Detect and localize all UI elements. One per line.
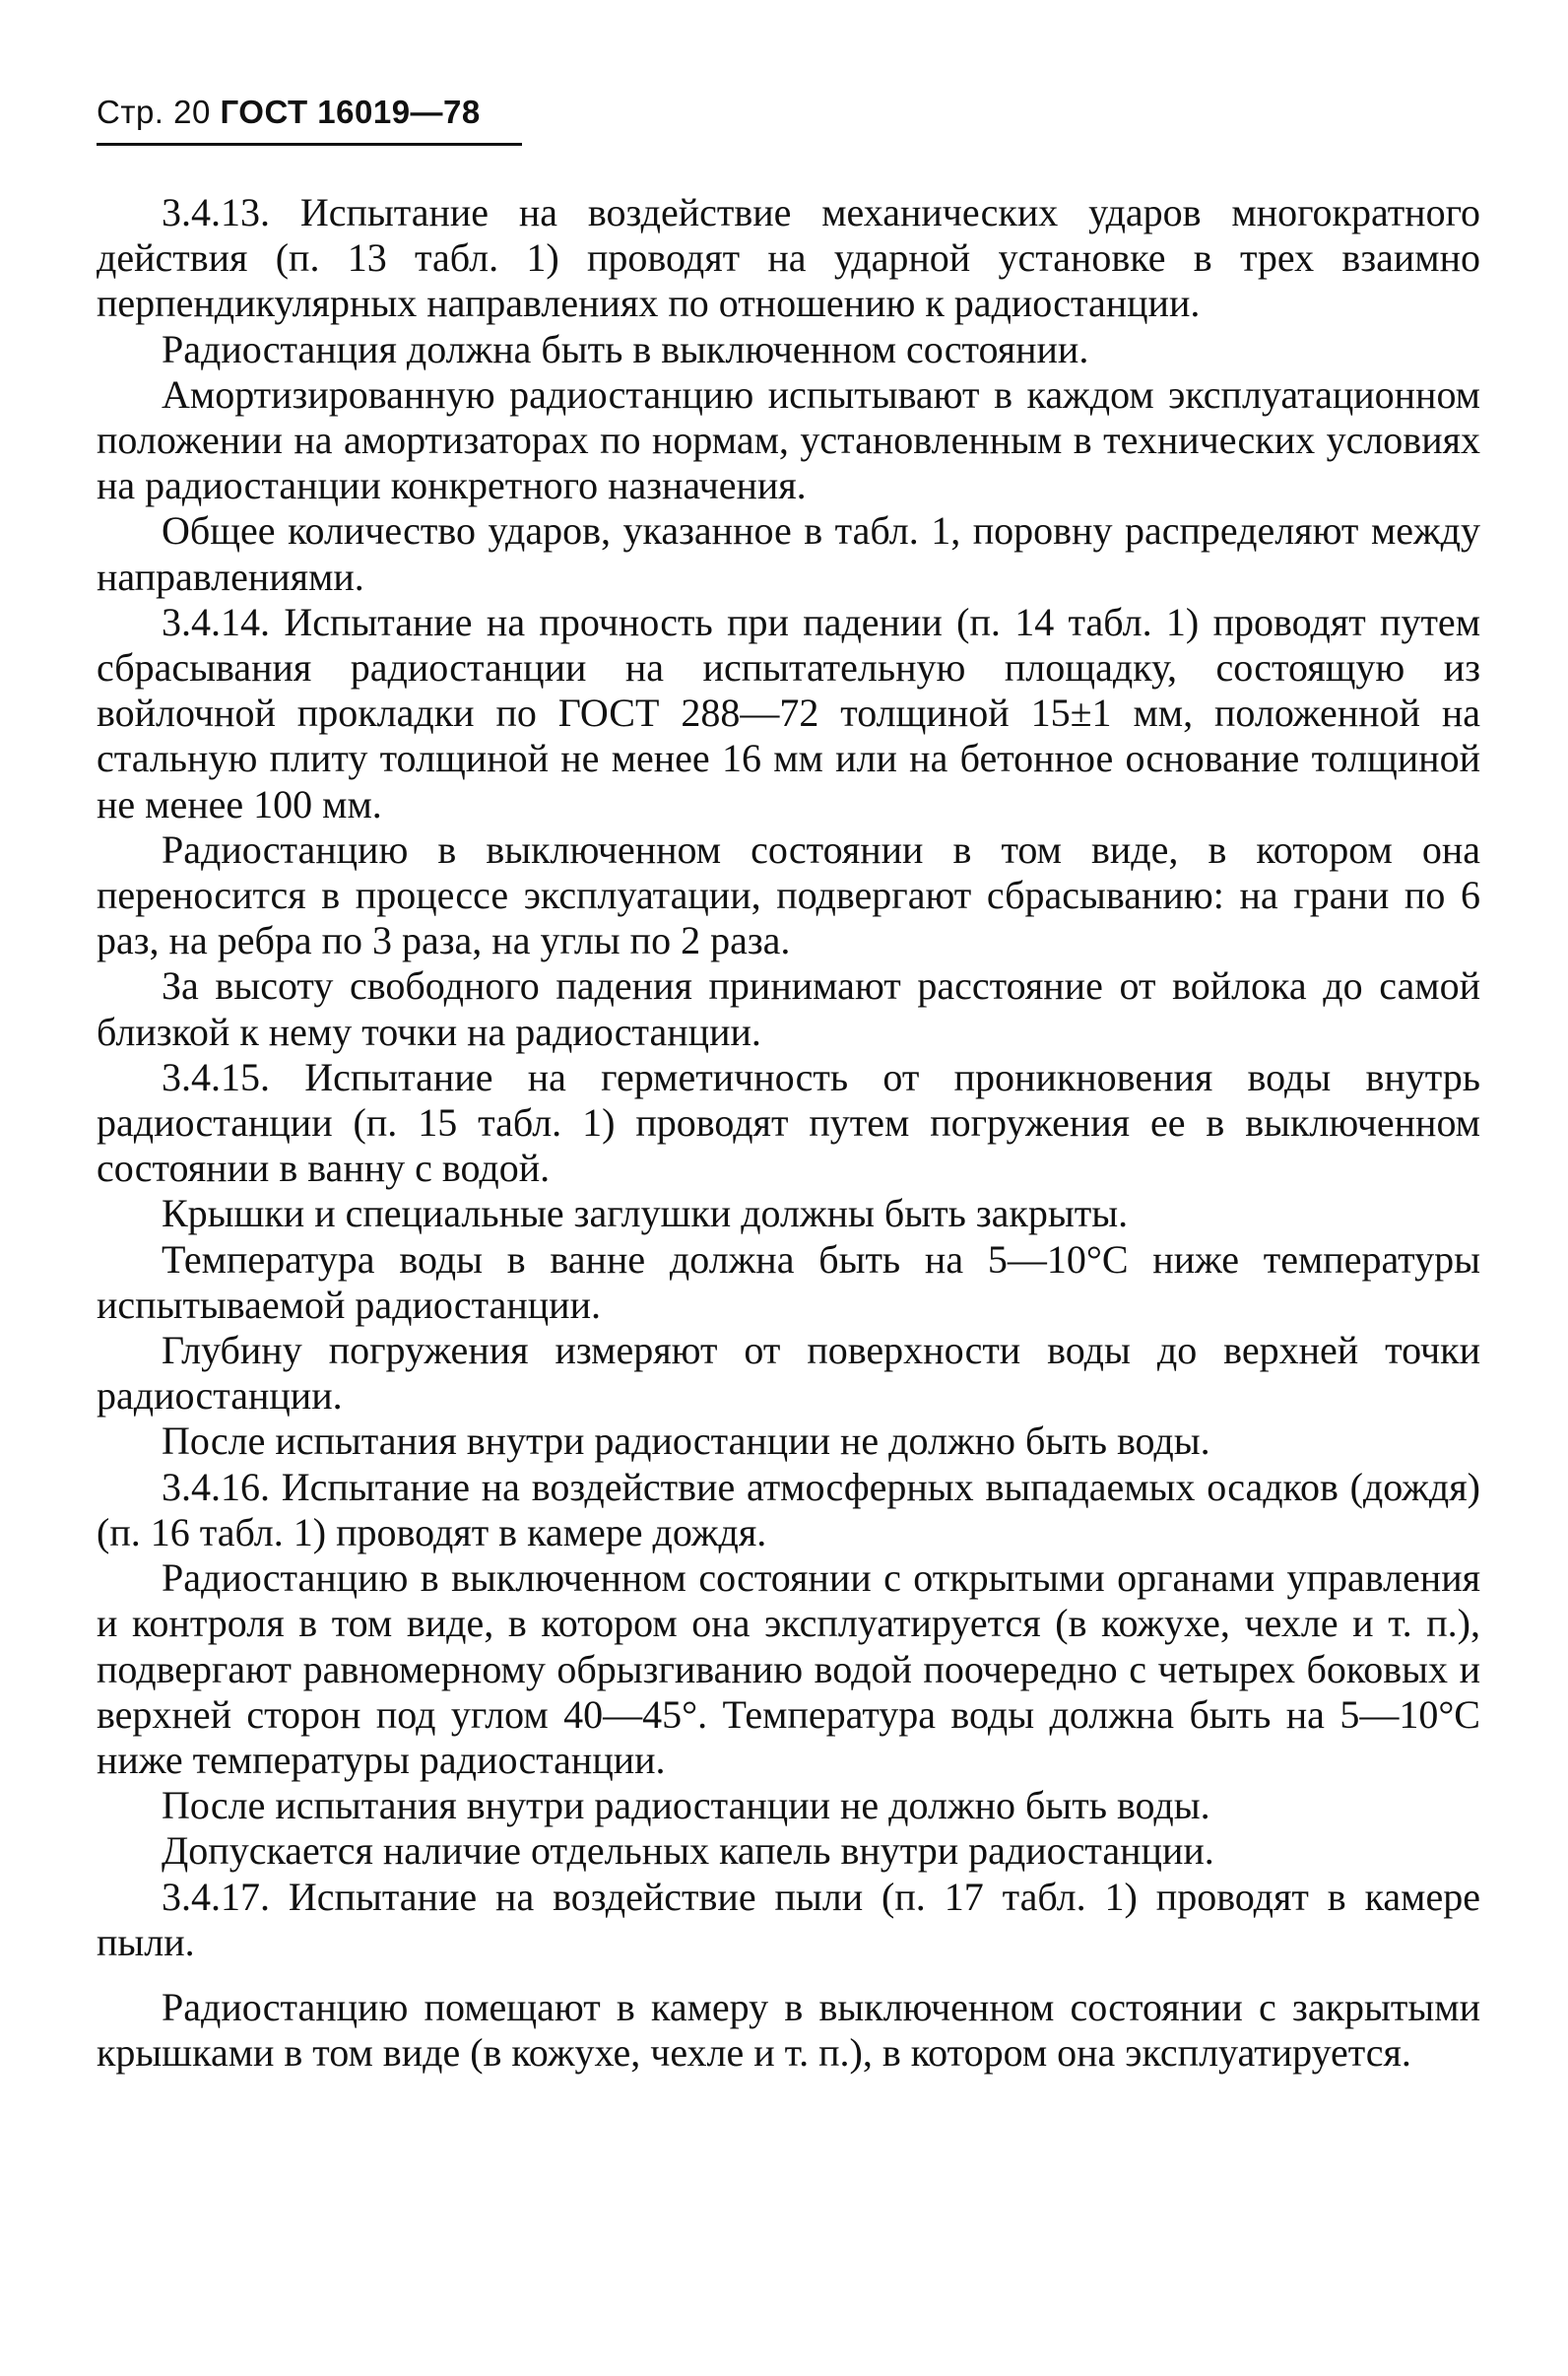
page-number: Стр. 20 <box>97 94 211 130</box>
paragraph: Крышки и специальные заглушки должны быть закрыты. <box>162 1191 1129 1236</box>
paragraph: За высоту свободного падения принимают расстояние от войлока до самой близкой к нему точки на радиостанции. <box>97 963 1480 1054</box>
paragraph: Радиостанцию в выключенном состоянии в том виде, в котором она переносится в процессе эксплуатации, подвергают сбрасыванию: на грани по 6 раз, на ребра по 3 раза, на углы по 2 раза. <box>97 826 1480 963</box>
header-rule <box>97 143 522 146</box>
paragraph: Температура воды в ванне должна быть на 5—10°С ниже температуры испытываемой радиостанции. <box>97 1236 1480 1327</box>
paragraph: Допускается наличие отдельных капель внутри радиостанции. <box>162 1828 1214 1874</box>
paragraph-3-4-13: 3.4.13. Испытание на воздействие механических ударов многократного действия (п. 13 табл. 1) проводят на ударной установке в трех взаимно перпендикулярных направлениях по отношению к радиостанции. <box>97 190 1480 326</box>
paragraph: После испытания внутри радиостанции не должно быть воды. <box>162 1419 1210 1464</box>
document-number: ГОСТ 16019—78 <box>220 94 481 130</box>
paragraph: Радиостанция должна быть в выключенном состоянии. <box>162 326 1089 371</box>
paragraph: Радиостанцию в выключенном состоянии с открытыми органами управления и контроля в том виде, в котором она эксплуатируется (в кожухе, чехле и т. п.), подвергают равномерному обрызгиванию водой поочередно с четырех боковых и верхней сторон под углом 40—45°. Температура воды должна быть на 5—10°С ниже температуры радиостанции. <box>97 1555 1480 1782</box>
page-header <box>97 94 481 131</box>
paragraph: Амортизированную радиостанцию испытывают в каждом эксплуатационном положении на амортизаторах по нормам, установленным в технических условиях на радиостанции конкретного назначения. <box>97 371 1480 508</box>
paragraph: Общее количество ударов, указанное в табл. 1, поровну распределяют между направлениями. <box>97 508 1480 599</box>
paragraph: После испытания внутри радиостанции не должно быть воды. <box>162 1783 1210 1828</box>
paragraph-3-4-14: 3.4.14. Испытание на прочность при падении (п. 14 табл. 1) проводят путем сбрасывания радиостанции на испытательную площадку, состоящую из войлочной прокладки по ГОСТ 288—72 толщиной 15±1 мм, положенной на стальную плиту толщиной не менее 16 мм или на бетонное основание толщиной не менее 100 мм. <box>97 599 1480 826</box>
paragraph-3-4-16: 3.4.16. Испытание на воздействие атмосферных выпадаемых осадков (дождя) (п. 16 табл. 1) проводят в камере дождя. <box>97 1464 1480 1554</box>
paragraph: Глубину погружения измеряют от поверхности воды до верхней точки радиостанции. <box>97 1328 1480 1419</box>
body-text <box>97 190 1480 2076</box>
paragraph-3-4-17: 3.4.17. Испытание на воздействие пыли (п. 17 табл. 1) проводят в камере пыли. <box>97 1874 1480 1964</box>
paragraph-3-4-15: 3.4.15. Испытание на герметичность от проникновения воды внутрь радиостанции (п. 15 табл. 1) проводят путем погружения ее в выключенном состоянии в ванну с водой. <box>97 1054 1480 1191</box>
paragraph: Радиостанцию помещают в камеру в выключенном состоянии с закрытыми крышками в том виде (в кожухе, чехле и т. п.), в котором она эксплуатируется. <box>97 1984 1480 2076</box>
